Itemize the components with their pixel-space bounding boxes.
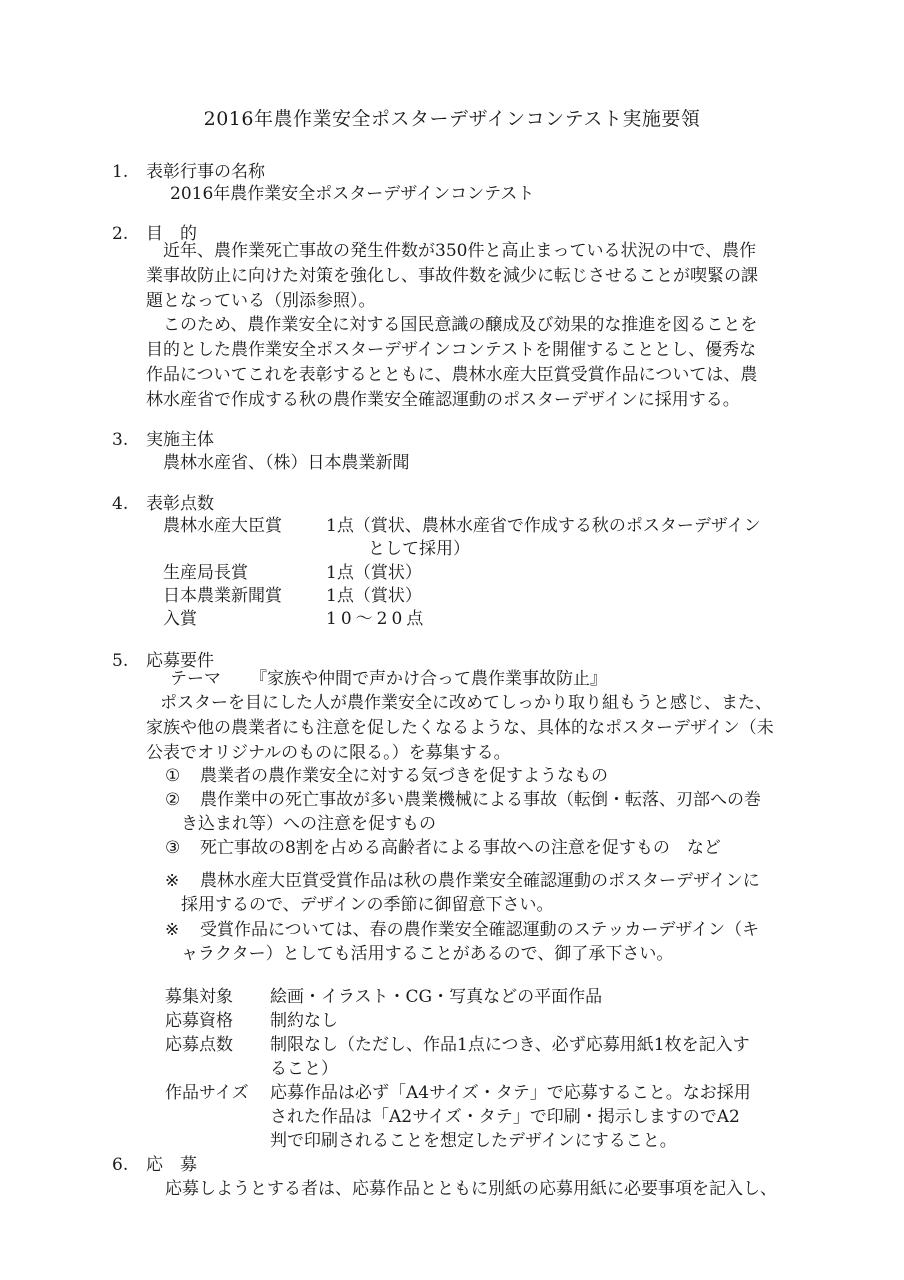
theme-label: テーマ	[170, 669, 221, 689]
req-value: 絵画・イラスト・CG・写真などの平面作品	[270, 987, 603, 1007]
award-value: 10～20点	[326, 609, 428, 629]
intro-line-2: 家族や他の農業者にも注意を促したくなるような、具体的なポスターデザイン（未	[146, 718, 774, 738]
section-2-heading: 目 的	[146, 224, 197, 244]
list-item: 農作業中の死亡事故が多い農業機械による事故（転倒・転落、刃部への巻	[200, 790, 761, 810]
note-text-cont: 採用するので、デザインの季節に御留意下さい。	[181, 895, 554, 915]
section-5-number: 5.	[112, 651, 129, 671]
note-marker: ※	[165, 920, 180, 940]
req-value-cont: ること）	[270, 1059, 338, 1079]
award-name: 入賞	[163, 609, 197, 629]
req-value: 制限なし（ただし、作品1点につき、必ず応募用紙1枚を記入す	[270, 1035, 750, 1055]
note-text-cont: ャラクター）としても活用することがあるので、御了承下さい。	[181, 944, 674, 964]
section-1-number: 1.	[112, 162, 129, 182]
req-label: 応募資格	[165, 1011, 233, 1031]
note-text: 受賞作品については、春の農作業安全確認運動のステッカーデザイン（キ	[200, 920, 760, 940]
list-marker: ①	[165, 766, 181, 786]
section-1-heading: 表彰行事の名称	[146, 162, 265, 182]
section-1-body: 2016年農作業安全ポスターデザインコンテスト	[170, 184, 535, 204]
award-value: 1点（賞状）	[326, 586, 422, 606]
award-name: 日本農業新聞賞	[163, 586, 282, 606]
intro-line-1: ポスターを目にした人が農作業安全に改めてしっかり取り組もうと感じ、また、	[160, 693, 772, 713]
list-marker: ③	[165, 838, 181, 858]
section-4-number: 4.	[112, 494, 129, 514]
section-5-heading: 応募要件	[146, 651, 214, 671]
note-text: 農林水産大臣賞受賞作品は秋の農作業安全確認運動のポスターデザインに	[200, 871, 760, 891]
list-marker: ②	[165, 790, 181, 810]
section-2-line-7: 林水産省で作成する秋の農作業安全確認運動のポスターデザインに採用する。	[146, 390, 740, 410]
req-value-cont: 判で印刷されることを想定したデザインにすること。	[270, 1131, 677, 1151]
section-2-number: 2.	[112, 224, 129, 244]
list-item: 農業者の農作業安全に対する気づきを促すようなもの	[200, 766, 608, 786]
section-2-line-2: 業事故防止に向けた対策を強化し、事故件数を減少に転じさせることが喫緊の課	[146, 266, 758, 286]
section-2-line-5: 目的とした農作業安全ポスターデザインコンテストを開催することとし、優秀な	[146, 340, 757, 360]
section-6-body: 応募しようとする者は、応募作品とともに別紙の応募用紙に必要事項を記入し、	[165, 1179, 777, 1199]
req-value-cont: された作品は「A2サイズ・タテ」で印刷・掲示しますのでA2	[270, 1107, 740, 1127]
award-name: 農林水産大臣賞	[163, 516, 282, 536]
req-value: 応募作品は必ず「A4サイズ・タテ」で応募すること。なお採用	[270, 1083, 751, 1103]
note-marker: ※	[165, 871, 180, 891]
list-item-cont: き込まれ等）への注意を促すもの	[181, 814, 436, 834]
award-name: 生産局長賞	[163, 563, 248, 583]
award-value-cont: として採用）	[368, 539, 470, 559]
theme-text: 『家族や仲間で声かけ合って農作業事故防止』	[250, 669, 607, 689]
section-3-body: 農林水産省、（株）日本農業新聞	[163, 453, 410, 473]
section-2-line-6: 作品についてこれを表彰するとともに、農林水産大臣賞受賞作品については、農	[146, 365, 758, 385]
award-value: 1点（賞状、農林水産省で作成する秋のポスターデザイン	[326, 516, 761, 536]
req-label: 募集対象	[165, 987, 233, 1007]
section-2-line-3: 題となっている（別添参照）。	[146, 291, 376, 311]
section-3-number: 3.	[112, 430, 129, 450]
section-2-line-1: 近年、農作業死亡事故の発生件数が350件と高止まっている状況の中で、農作	[163, 241, 757, 261]
section-2-line-4: このため、農作業安全に対する国民意識の醸成及び効果的な推進を図ることを	[163, 315, 758, 335]
document-title: 2016年農作業安全ポスターデザインコンテスト実施要領	[203, 108, 701, 130]
intro-line-3: 公表でオリジナルのものに限る。）を募集する。	[146, 743, 511, 763]
award-value: 1点（賞状）	[326, 563, 422, 583]
section-3-heading: 実施主体	[146, 430, 214, 450]
req-label: 作品サイズ	[165, 1083, 249, 1103]
section-6-heading: 応 募	[146, 1155, 197, 1175]
list-item: 死亡事故の8割を占める高齢者による事故への注意を促すもの など	[200, 838, 721, 858]
req-value: 制約なし	[270, 1011, 338, 1031]
section-6-number: 6.	[112, 1155, 129, 1175]
req-label: 応募点数	[165, 1035, 233, 1055]
section-4-heading: 表彰点数	[146, 494, 214, 514]
